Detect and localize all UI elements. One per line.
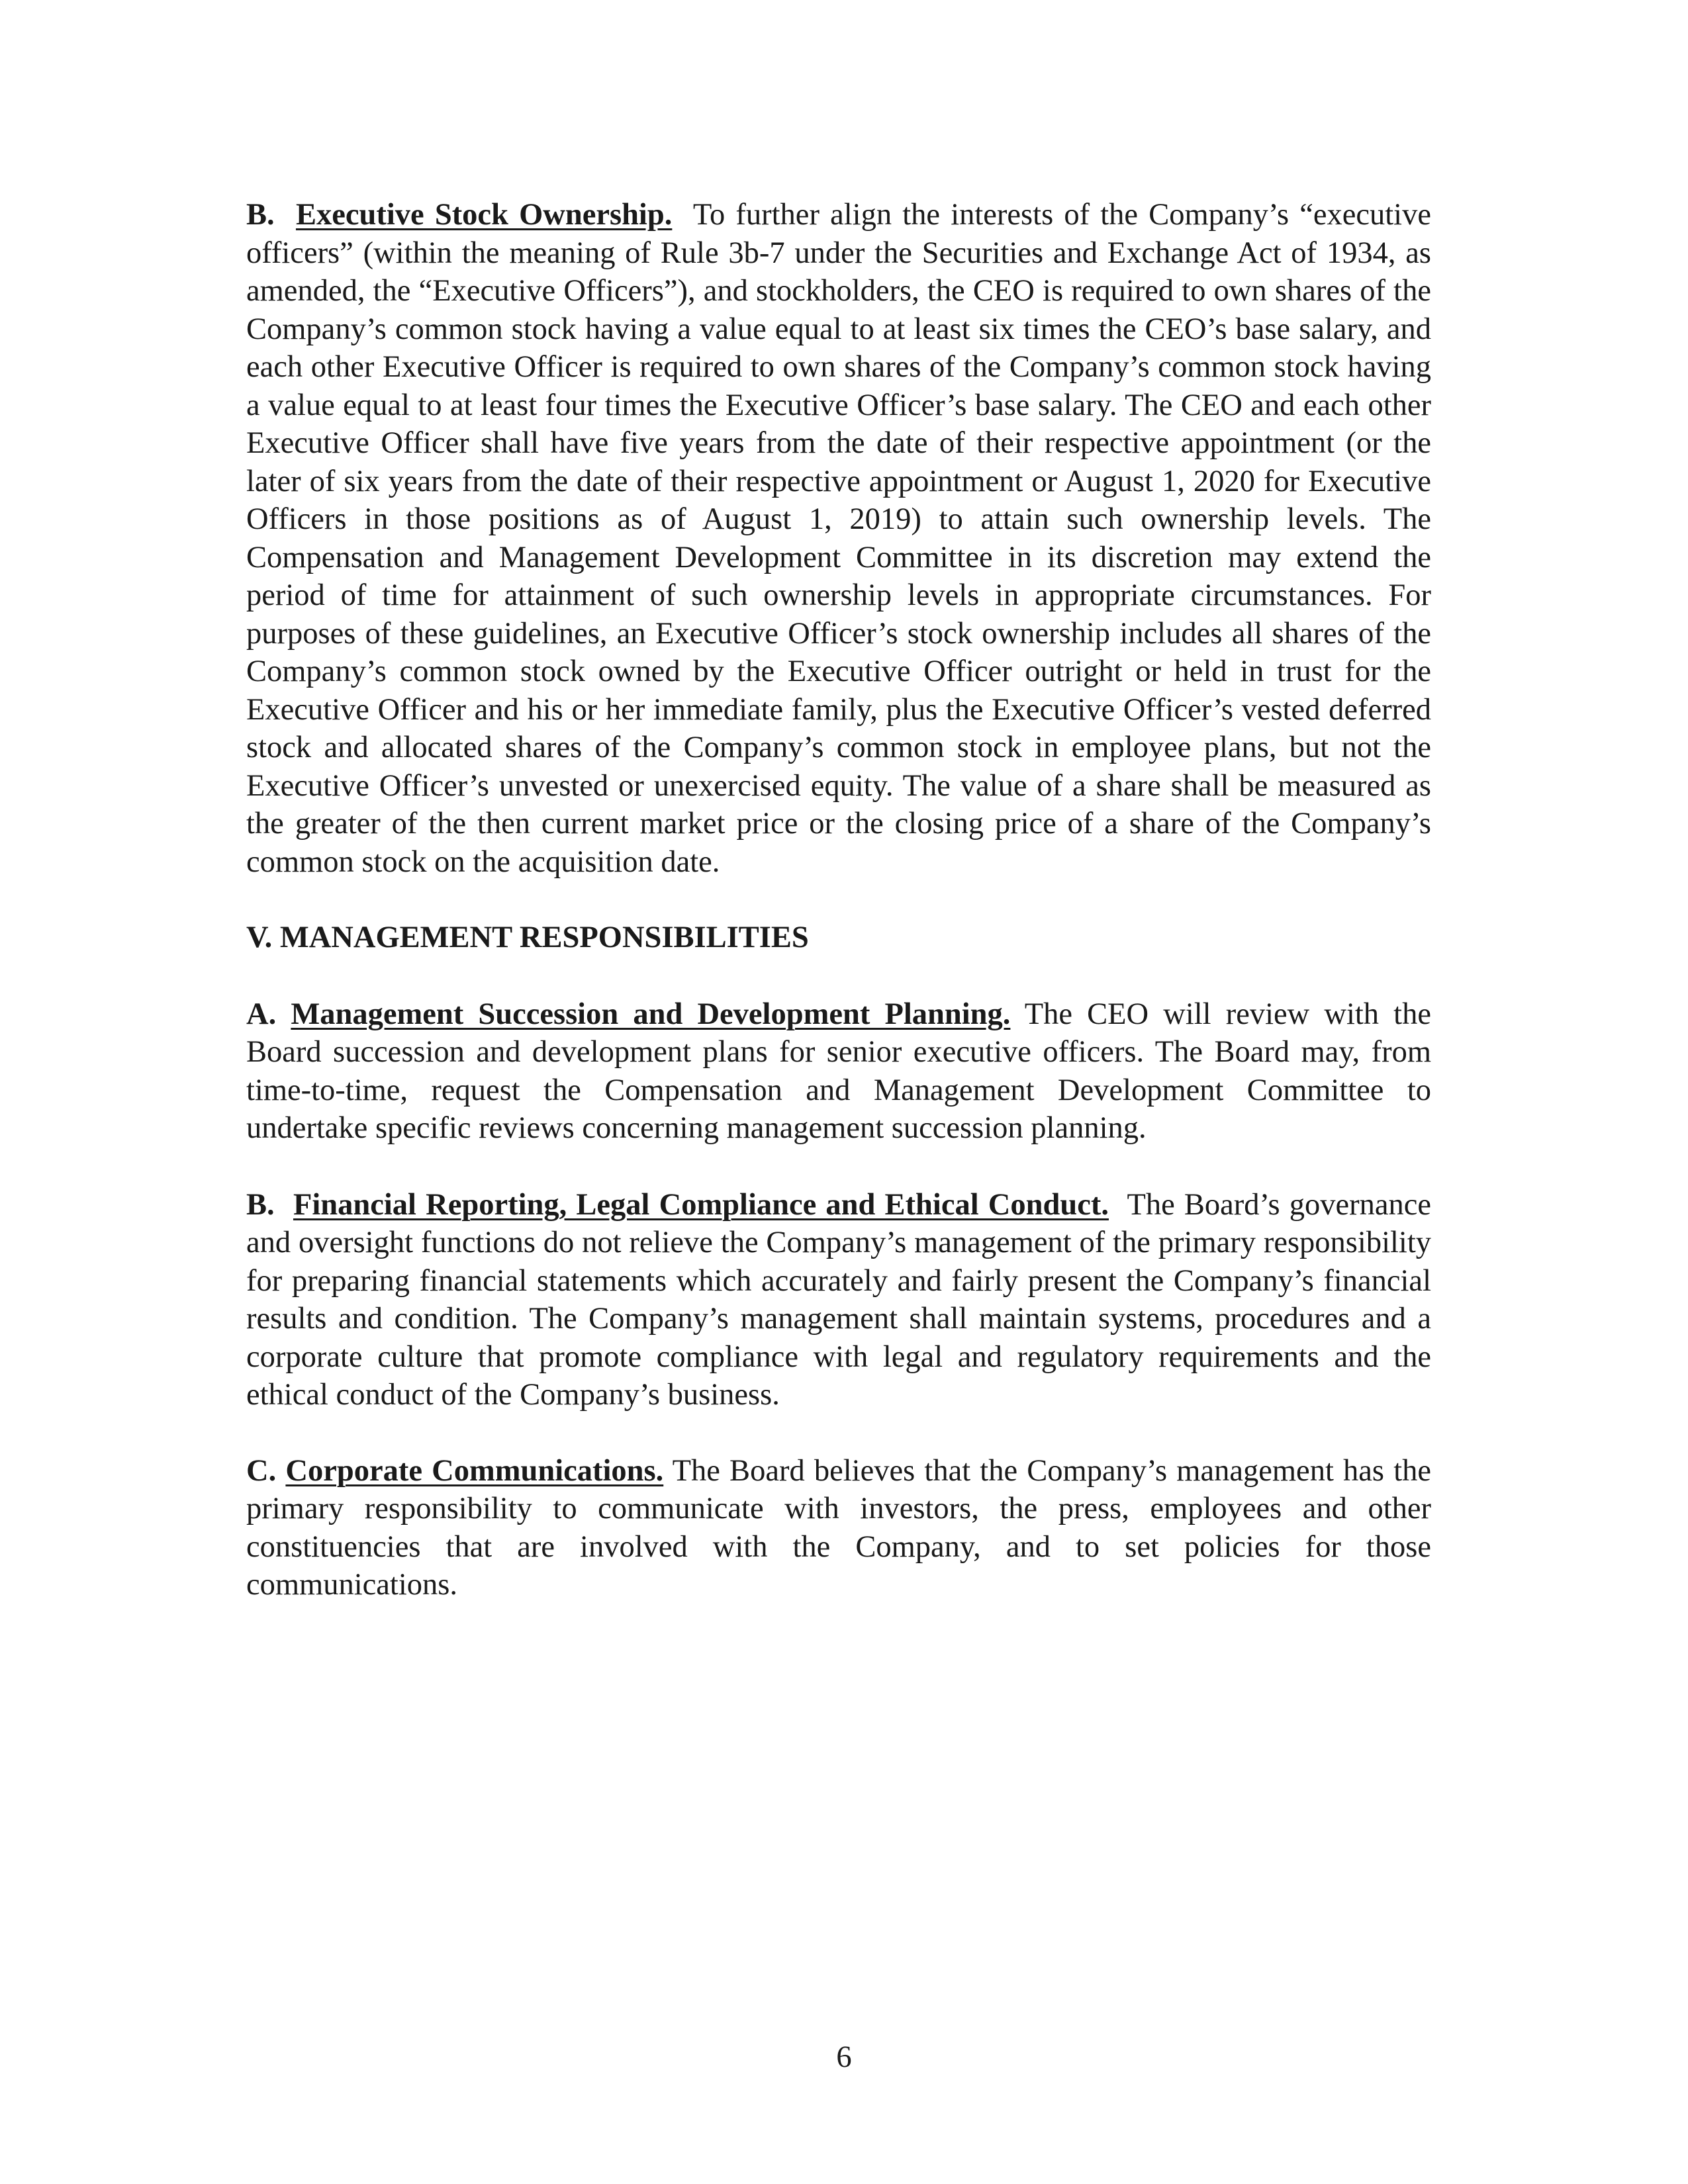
paragraph-body: The Board believes that the Company’s management has the primary responsibility to communicate with investors, the press, employees and other constituencies that are involved with the Company, and to set policies for those communications. bbox=[246, 1453, 1432, 1602]
paragraph-executive-stock-ownership bbox=[246, 196, 1431, 881]
section-heading-management-responsibilities: V. MANAGEMENT RESPONSIBILITIES bbox=[246, 921, 809, 954]
paragraph-label: C. bbox=[246, 1453, 277, 1488]
paragraph-body: The CEO will review with the Board succession and development plans for senior executive officers. The Board may, from time-to-time, request the Compensation and Management Development Committee to undertake specific reviews concerning management succession planning. bbox=[246, 997, 1431, 1145]
paragraph-label: A. bbox=[246, 997, 277, 1031]
paragraph-heading: Management Succession and Development Planning. bbox=[291, 997, 1011, 1031]
paragraph-management-succession bbox=[246, 995, 1431, 1148]
paragraph-label: B. bbox=[246, 198, 275, 232]
paragraph-body: To further align the interests of the Company’s “executive officers” (within the meaning of Rule 3b-7 under the Securities and Exchange Act of 1934, as amended, the “Executive Officers”), and stockholders, the CEO is required to own shares of the Company’s common stock having a value equal to at least six times the CEO’s base salary, and each other Executive Officer is required to own shares of the Company’s common stock having a value equal to at least four times the Executive Officer’s base salary. The CEO and each other Executive Officer shall have five years from the date of their respective appointment (or the later of six years from the date of their respective appointment or August 1, 2020 for Executive Officers in those positions as of August 1, 2019) to attain such ownership levels. The Compensation and Management Development Committee in its discretion may extend the period of time for attainment of such ownership levels in appropriate circumstances. For purposes of these guidelines, an Executive Officer’s stock ownership includes all shares of the Company’s common stock owned by the Executive Officer outright or held in trust for the Executive Officer and his or her immediate family, plus the Executive Officer’s vested deferred stock and allocated shares of the Company’s common stock in employee plans, but not the Executive Officer’s unvested or unexercised equity. The value of a share shall be measured as the greater of the then current market price or the closing price of a share of the Company’s common stock on the acquisition date. bbox=[246, 198, 1431, 879]
paragraph-corporate-communications bbox=[246, 1452, 1431, 1604]
document-page-content bbox=[246, 196, 1431, 1604]
paragraph-label: B. bbox=[246, 1187, 275, 1222]
paragraph-body: The Board’s governance and oversight functions do not relieve the Company’s management of the primary responsibility for preparing financial statements which accurately and fairly present the Company’s financial results and condition. The Company’s management shall maintain systems, procedures and a corporate culture that promote compliance with legal and regulatory requirements and the ethical conduct of the Company’s business. bbox=[246, 1187, 1431, 1412]
page-number: 6 bbox=[836, 2040, 852, 2074]
paragraph-heading: Corporate Communications. bbox=[285, 1453, 664, 1488]
paragraph-heading: Executive Stock Ownership. bbox=[295, 198, 673, 232]
paragraph-heading: Financial Reporting, Legal Compliance and Ethical Conduct. bbox=[293, 1187, 1109, 1222]
paragraph-financial-reporting bbox=[246, 1186, 1431, 1414]
